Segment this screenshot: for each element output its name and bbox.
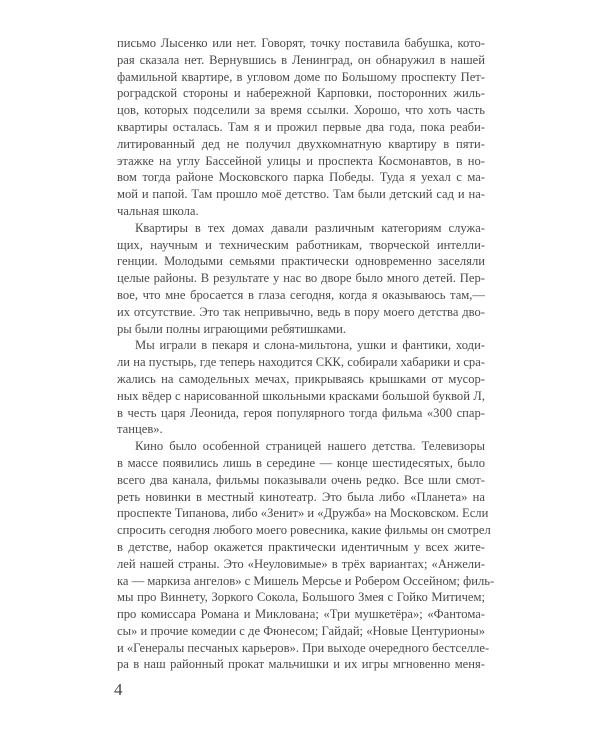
- text-line: жались на самодельных мечах, прикрываясь крышками от мусор-: [117, 371, 485, 386]
- paragraph: [117, 438, 495, 673]
- text-line: щих, научным и техническим работникам, творческой интелли-: [117, 237, 485, 252]
- text-line: ли на пустырь, где теперь находится СКК, собирали хабарики и сра-: [117, 355, 485, 370]
- text-line: танцев».: [117, 422, 163, 437]
- text-line: в честь царя Леонида, героя популярного тогда фильма «300 спар-: [117, 405, 485, 420]
- text-line: ка — маркиза ангелов» с Мишель Мерсье и Робером Оссейном; филь-: [117, 573, 495, 588]
- body-text: [117, 35, 495, 673]
- paragraph: [117, 337, 485, 438]
- text-line: вом тогда районе Московского парка Победы. Туда я уехал с ма-: [117, 170, 485, 185]
- text-line: Квартиры в тех домах давали различным категориям служа-: [135, 220, 485, 235]
- text-line: генции. Молодыми семьями практически одновременно заселяли: [117, 254, 485, 269]
- paragraph: [117, 35, 485, 220]
- text-line: квартиры осталась. Там я и прожил первые два года, пока реаби-: [117, 119, 485, 134]
- text-line: в детстве, набор окажется практически идентичным у всех жите-: [117, 539, 485, 554]
- text-line: ры были полны играющими ребятишками.: [117, 321, 347, 336]
- text-line: реть новинки в местный кинотеатр. Это была либо «Планета» на: [117, 489, 485, 504]
- text-line: и «Генералы песчаных карьеров». При выходе очередного бестселле-: [117, 640, 490, 655]
- text-line: ра в наш районный прокат мальчишки и их игры мгновенно меня-: [117, 657, 485, 672]
- text-line: в массе появились лишь в середине — конце шестидесятых, было: [117, 455, 485, 470]
- text-line: мы про Виннету, Зоркого Сокола, Большого Змея с Гойко Митичем;: [117, 590, 485, 605]
- text-line: проспекте Типанова, либо «Зенит» и «Дружба» на Московском. Если: [117, 506, 489, 521]
- text-line: письмо Лысенко или нет. Говорят, точку поставила бабушка, кото-: [117, 36, 485, 50]
- paragraph: [117, 220, 485, 338]
- text-line: их отсутствие. Это так непривычно, ведь в пору моего детства дво-: [117, 304, 485, 319]
- text-line: Мы играли в пекаря и слона-мильтона, ушки и фантики, ходи-: [135, 338, 485, 353]
- text-line: спросить сегодня любого моего ровесника, какие фильмы он смотрел: [117, 523, 491, 538]
- text-line: фамильной квартире, в угловом доме по Большому проспекту Пет-: [117, 69, 485, 84]
- text-line: роградской стороны и набережной Карповки, посторонних жиль-: [117, 86, 485, 101]
- text-line: мой и папой. Там прошло моё детство. Там были детский сад и на-: [117, 187, 485, 202]
- text-line: Кино было особенной страницей нашего детства. Телевизоры: [135, 439, 485, 454]
- text-line: литированный дед не получил двухкомнатную квартиру в пяти-: [117, 136, 485, 151]
- text-line: про комиссара Романа и Миклована; «Три мушкетёра»; «Фантома-: [117, 607, 485, 622]
- text-line: рая сказала нет. Вернувшись в Ленинград, он обнаружил в нашей: [117, 52, 485, 67]
- text-line: чальная школа.: [117, 203, 199, 218]
- page-number: 4: [114, 680, 123, 699]
- text-line: цов, которых подселили за время ссылки. Хорошо, что хоть часть: [117, 103, 485, 118]
- text-line: ных вёдер с нарисованной школьными красками большой буквой Л,: [117, 388, 485, 403]
- text-line: этажке на углу Бассейной улицы и проспекта Космонавтов, в но-: [117, 153, 485, 168]
- text-line: лей нашей страны. Это «Неуловимые» в трёх вариантах; «Анжели-: [117, 556, 485, 571]
- text-line: сы» и прочие комедии с де Фюнесом; Гайдай; «Новые Центурионы»: [117, 623, 485, 638]
- text-line: целые районы. В результате у нас во дворе было много детей. Пер-: [117, 271, 485, 286]
- text-line: всего два канала, фильмы показывали очень редко. Все шли смот-: [117, 472, 485, 487]
- text-line: вое, что мне бросается в глаза сегодня, когда я оказываюсь там,—: [117, 287, 485, 302]
